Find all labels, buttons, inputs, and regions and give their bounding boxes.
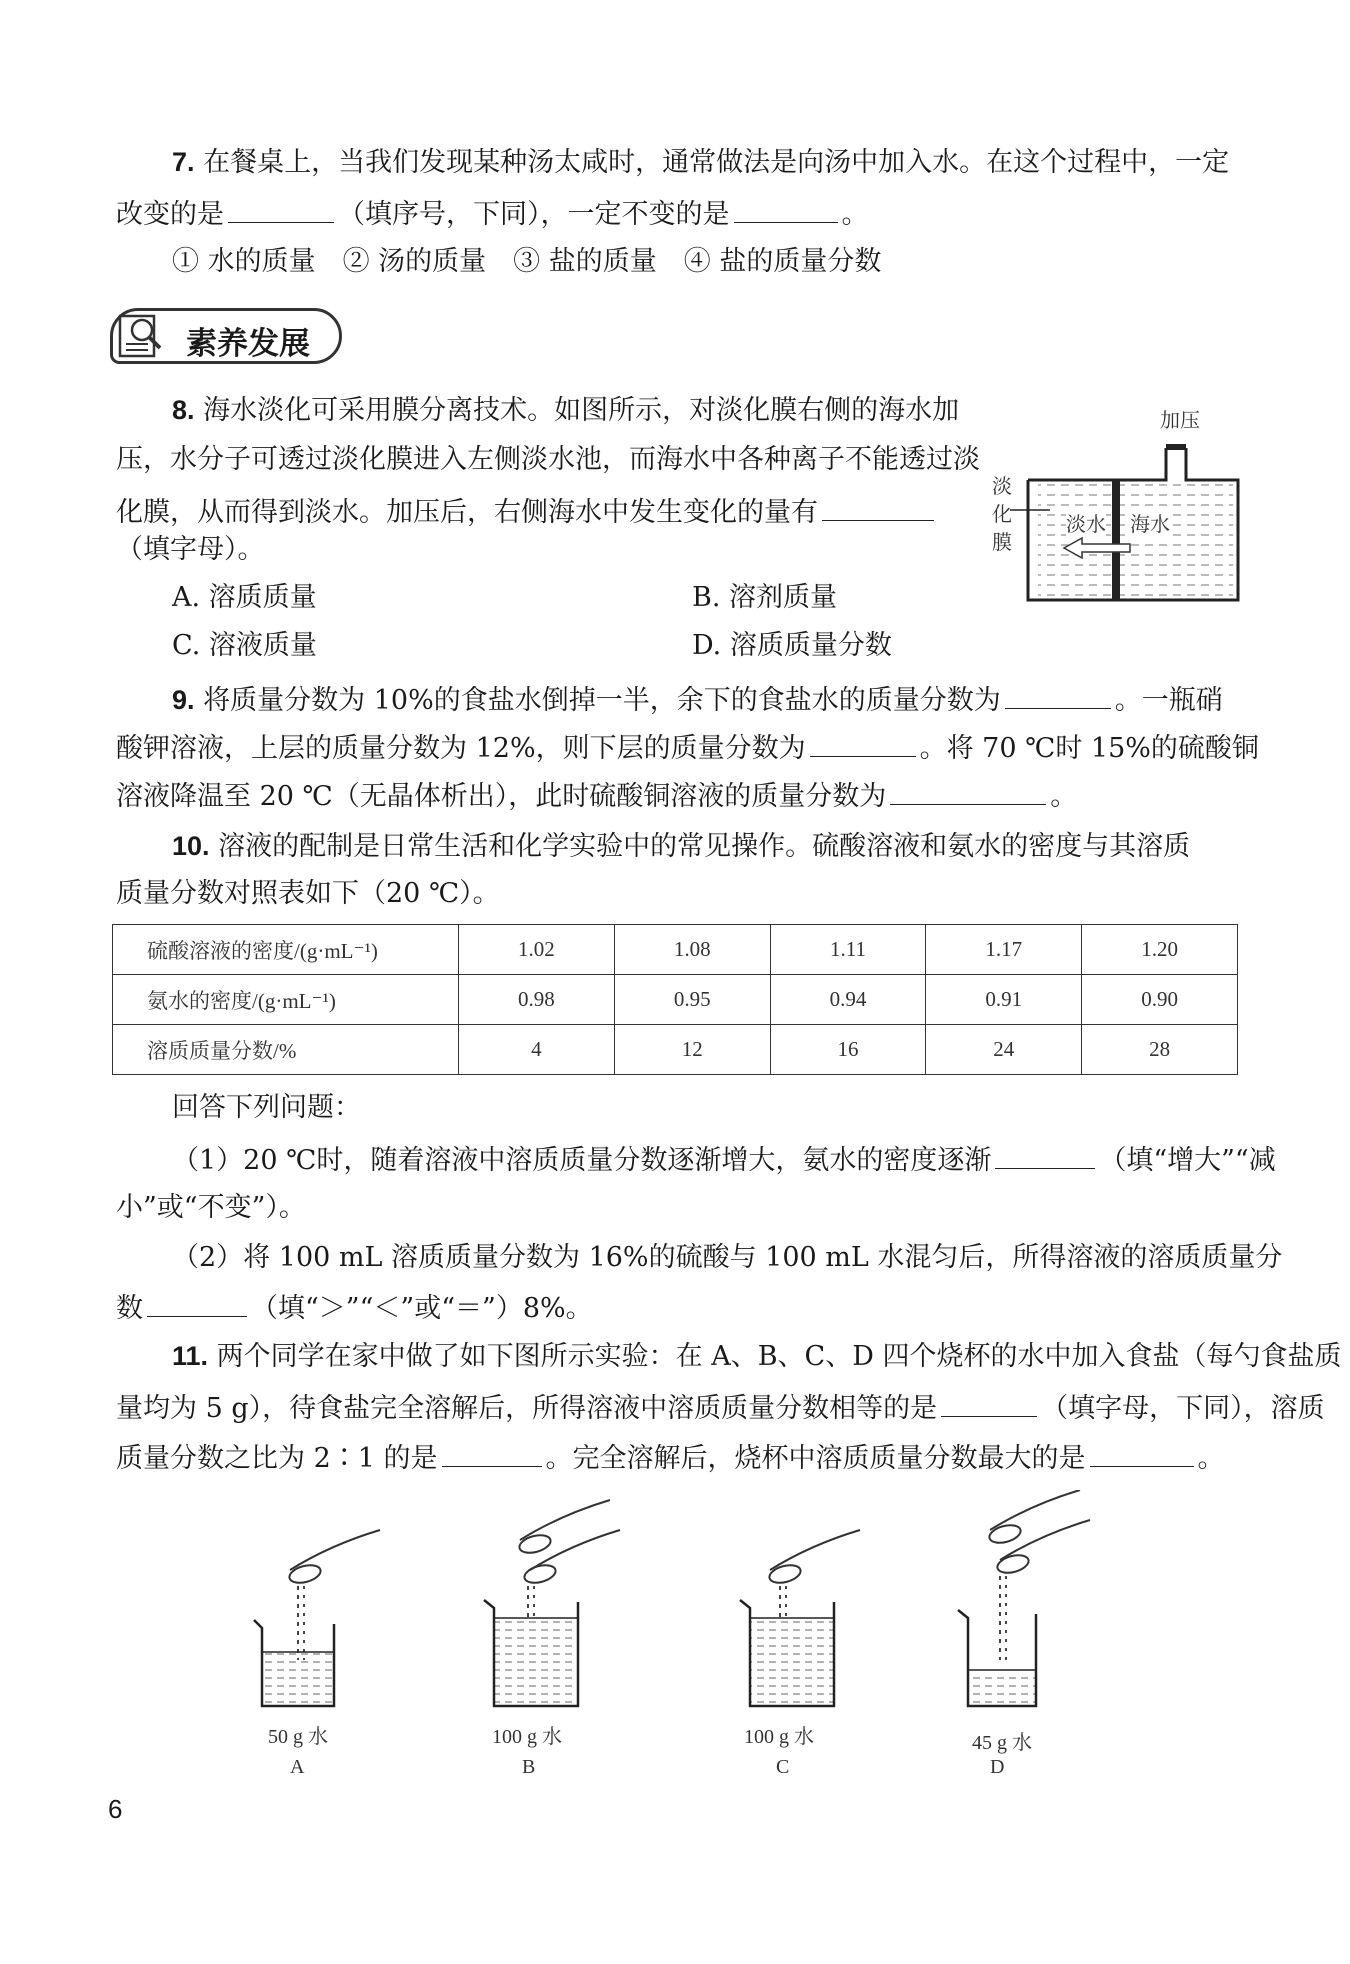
q10-number: 10. xyxy=(172,831,210,861)
q7-line1 xyxy=(172,146,1229,179)
table-cell: 28 xyxy=(1082,1025,1238,1075)
table-cell: 氨水的密度/(g·mL⁻¹) xyxy=(113,975,459,1025)
beaker-d-letter: D xyxy=(990,1756,1005,1778)
membrane-label-3: 膜 xyxy=(992,532,1012,554)
q7-text-2b: （填序号，下同），一定不变的是 xyxy=(338,199,730,230)
q9-text-1a: 将质量分数为 10%的食盐水倒掉一半，余下的食盐水的质量分数为 xyxy=(203,685,1001,716)
q10-blank-2[interactable] xyxy=(147,1290,247,1317)
table-cell: 1.20 xyxy=(1082,925,1238,975)
magnifier-icon xyxy=(118,312,170,360)
table-cell: 1.02 xyxy=(459,925,615,975)
beaker-a xyxy=(254,1530,380,1706)
fresh-water-label: 淡水 xyxy=(1066,508,1106,537)
table-cell: 0.90 xyxy=(1082,975,1238,1025)
q10-answer-intro: 回答下列问题： xyxy=(172,1092,361,1123)
table-cell: 溶质质量分数/% xyxy=(113,1025,459,1075)
table-cell: 0.98 xyxy=(459,975,615,1025)
q8-text-3: 化膜，从而得到淡水。加压后，右侧海水中发生变化的量有 xyxy=(116,497,818,528)
table-row xyxy=(113,1025,1238,1075)
q11-text-1: 两个同学在家中做了如下图所示实验：在 A、B、C、D 四个烧杯的水中加入食盐（每勺食盐质 xyxy=(216,1341,1342,1372)
q9-blank-3[interactable] xyxy=(890,778,1046,805)
table-cell: 1.11 xyxy=(770,925,926,975)
q10-sub1-line2: 小”或“不变”）。 xyxy=(116,1192,306,1223)
q8-line3 xyxy=(116,494,938,529)
q7-blank-2[interactable] xyxy=(734,196,838,223)
desalination-diagram xyxy=(990,400,1250,610)
q10-sub2-text-c: （填“＞”“＜”或“＝”）8%。 xyxy=(251,1293,593,1324)
q10-sub1-line1 xyxy=(172,1142,1276,1177)
q7-text-2c: 。 xyxy=(841,199,869,230)
table-cell: 1.17 xyxy=(926,925,1082,975)
beaker-a-letter: A xyxy=(290,1756,305,1778)
table-cell: 0.94 xyxy=(770,975,926,1025)
q11-line2 xyxy=(116,1390,1325,1425)
beaker-a-water: 50 g 水 xyxy=(268,1726,328,1748)
q11-text-3c: 。 xyxy=(1197,1443,1225,1474)
q7-text-1: 在餐桌上，当我们发现某种汤太咸时，通常做法是向汤中加入水。在这个过程中，一定 xyxy=(203,147,1230,178)
q10-sub2-line1: （2）将 100 mL 溶质质量分数为 16%的硫酸与 100 mL 水混匀后，所得溶液的溶质质量分 xyxy=(172,1242,1283,1273)
q9-line3 xyxy=(116,778,1077,813)
q8-option-d: D. 溶质质量分数 xyxy=(692,630,892,661)
q9-text-3b: 。 xyxy=(1050,781,1078,812)
beaker-d-water: 45 g 水 xyxy=(972,1732,1032,1754)
table-cell: 硫酸溶液的密度/(g·mL⁻¹) xyxy=(113,925,459,975)
beaker-c-water: 100 g 水 xyxy=(744,1726,814,1748)
membrane-label-1: 淡 xyxy=(992,476,1012,498)
beaker-c-letter: C xyxy=(776,1756,790,1778)
q10-text-1: 溶液的配制是日常生活和化学实验中的常见操作。硫酸溶液和氨水的密度与其溶质 xyxy=(218,831,1191,862)
q8-line2: 压，水分子可透过淡化膜进入左侧淡水池，而海水中各种离子不能透过淡 xyxy=(116,444,980,475)
density-table xyxy=(112,924,1238,1075)
membrane xyxy=(1112,480,1120,600)
table-row xyxy=(113,975,1238,1025)
q8-line4: （填字母）。 xyxy=(116,534,265,565)
table-cell: 24 xyxy=(926,1025,1082,1075)
table-row xyxy=(113,925,1238,975)
q9-text-2b: 。将 70 ℃时 15%的硫酸铜 xyxy=(919,733,1259,764)
table-cell: 0.95 xyxy=(614,975,770,1025)
beaker-c xyxy=(740,1530,860,1706)
q9-number: 9. xyxy=(172,685,195,715)
beaker-b-water: 100 g 水 xyxy=(492,1726,562,1748)
q11-blank-3[interactable] xyxy=(1090,1440,1194,1467)
q10-sub2-text-b: 数 xyxy=(116,1293,143,1324)
pressure-label: 加压 xyxy=(1160,410,1200,432)
q10-blank-1[interactable] xyxy=(995,1142,1095,1169)
section-title: 素养发展 xyxy=(186,326,310,362)
q9-text-2a: 酸钾溶液，上层的质量分数为 12%，则下层的质量分数为 xyxy=(116,733,806,764)
q9-line1 xyxy=(172,682,1223,717)
q11-blank-2[interactable] xyxy=(442,1440,542,1467)
q7-line2 xyxy=(116,196,869,231)
table-cell: 0.91 xyxy=(926,975,1082,1025)
q8-option-c: C. 溶液质量 xyxy=(172,630,317,661)
beaker-b xyxy=(484,1500,620,1706)
q7-text-2a: 改变的是 xyxy=(116,199,224,230)
q10-line2: 质量分数对照表如下（20 ℃）。 xyxy=(116,878,500,909)
q8-blank[interactable] xyxy=(822,494,934,521)
table-cell: 12 xyxy=(614,1025,770,1075)
beaker-d xyxy=(958,1490,1090,1706)
q10-line1 xyxy=(172,830,1190,863)
q11-blank-1[interactable] xyxy=(941,1390,1037,1417)
q9-text-3a: 溶液降温至 20 ℃（无晶体析出），此时硫酸铜溶液的质量分数为 xyxy=(116,781,887,812)
table-cell: 1.08 xyxy=(614,925,770,975)
beaker-b-letter: B xyxy=(522,1756,536,1778)
q11-number: 11. xyxy=(172,1341,209,1371)
q11-text-2b: （填字母，下同），溶质 xyxy=(1041,1393,1325,1424)
page-number: 6 xyxy=(108,1794,123,1824)
q7-number: 7. xyxy=(172,147,195,177)
q9-line2 xyxy=(116,730,1259,765)
q8-number: 8. xyxy=(172,395,195,425)
sea-water-label: 海水 xyxy=(1130,508,1170,537)
q11-text-3b: 。完全溶解后，烧杯中溶质质量分数最大的是 xyxy=(545,1443,1086,1474)
membrane-label-2: 化 xyxy=(992,504,1012,526)
q7-blank-1[interactable] xyxy=(228,196,334,223)
q8-option-a: A. 溶质质量 xyxy=(172,582,317,613)
beaker-experiment xyxy=(0,1490,1350,1790)
q10-sub2-line2 xyxy=(116,1290,593,1325)
q11-text-2a: 量均为 5 g），待食盐完全溶解后，所得溶液中溶质质量分数相等的是 xyxy=(116,1393,938,1424)
q7-options: ① 水的质量 ② 汤的质量 ③ 盐的质量 ④ 盐的质量分数 xyxy=(172,246,882,277)
table-cell: 16 xyxy=(770,1025,926,1075)
q9-blank-2[interactable] xyxy=(810,730,916,757)
q8-option-b: B. 溶剂质量 xyxy=(692,582,838,613)
q10-sub1-text-a: （1）20 ℃时，随着溶液中溶质质量分数逐渐增大，氨水的密度逐渐 xyxy=(172,1145,992,1176)
q11-line3 xyxy=(116,1440,1225,1475)
q8-line1 xyxy=(172,394,959,427)
q8-text-1: 海水淡化可采用膜分离技术。如图所示，对淡化膜右侧的海水加 xyxy=(203,395,960,426)
q10-sub1-text-b: （填“增大”“减 xyxy=(1099,1145,1276,1176)
q9-blank-1[interactable] xyxy=(1005,682,1111,709)
table-cell: 4 xyxy=(459,1025,615,1075)
q11-text-3a: 质量分数之比为 2∶1 的是 xyxy=(116,1443,438,1474)
q11-line1 xyxy=(172,1340,1341,1373)
q9-text-1b: 。一瓶硝 xyxy=(1114,685,1223,716)
